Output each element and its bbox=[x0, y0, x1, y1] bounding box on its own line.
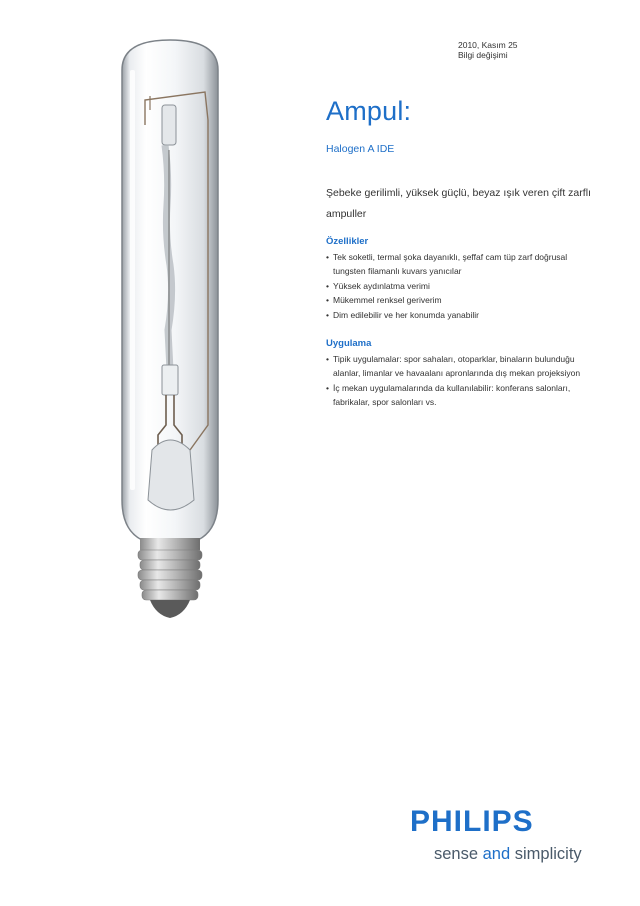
list-item-text: Yüksek aydınlatma verimi bbox=[333, 280, 430, 291]
lamp-photo bbox=[110, 30, 230, 630]
product-description: Şebeke gerilimli, yüksek güçlü, beyaz ışık veren çift zarflı ampuller bbox=[326, 187, 591, 220]
features-heading: Özellikler bbox=[326, 236, 369, 247]
list-item bbox=[326, 293, 596, 307]
list-item bbox=[326, 381, 596, 410]
document-date bbox=[458, 40, 518, 60]
bullet-icon: • bbox=[326, 280, 329, 291]
features-list bbox=[326, 250, 596, 322]
page-title: Ampul: bbox=[326, 96, 412, 126]
philips-logo bbox=[408, 805, 608, 867]
application-list bbox=[326, 352, 596, 410]
bullet-icon: • bbox=[326, 354, 329, 364]
list-item bbox=[326, 250, 596, 279]
list-item-text: Tipik uygulamalar: spor sahaları, otoparklar, binaların bulunduğu alanlar, limanlar ve havaalanı apronlarında dış mekan projeksiyon bbox=[333, 354, 581, 379]
bullet-icon: • bbox=[326, 295, 329, 306]
date-line: 2010, Kasım 25 bbox=[458, 40, 518, 50]
tagline-accent: and bbox=[482, 845, 511, 863]
bullet-icon: • bbox=[326, 252, 329, 262]
list-item-text: Mükemmel renksel geriverim bbox=[333, 295, 442, 306]
product-name: Halogen A IDE bbox=[326, 143, 395, 155]
brand-tagline bbox=[434, 845, 582, 864]
brand-wordmark: PHILIPS bbox=[410, 805, 534, 838]
list-item bbox=[326, 352, 596, 381]
list-item-text: Tek soketli, termal şoka dayanıklı, şeffaf cam tüp zarf doğrusal tungsten filamanlı kuvars yanıcılar bbox=[333, 252, 568, 277]
tagline-end: simplicity bbox=[514, 845, 582, 863]
application-heading: Uygulama bbox=[326, 338, 372, 349]
bullet-icon: • bbox=[326, 382, 329, 393]
tagline-start: sense bbox=[434, 845, 479, 863]
list-item bbox=[326, 279, 596, 293]
bullet-icon: • bbox=[326, 309, 329, 320]
change-note: Bilgi değişimi bbox=[458, 50, 508, 60]
list-item-text: İç mekan uygulamalarında da kullanılabilir: konferans salonları, fabrikalar, spor salonları vs. bbox=[333, 382, 571, 408]
list-item-text: Dim edilebilir ve her konumda yanabilir bbox=[333, 309, 479, 320]
list-item bbox=[326, 308, 596, 322]
